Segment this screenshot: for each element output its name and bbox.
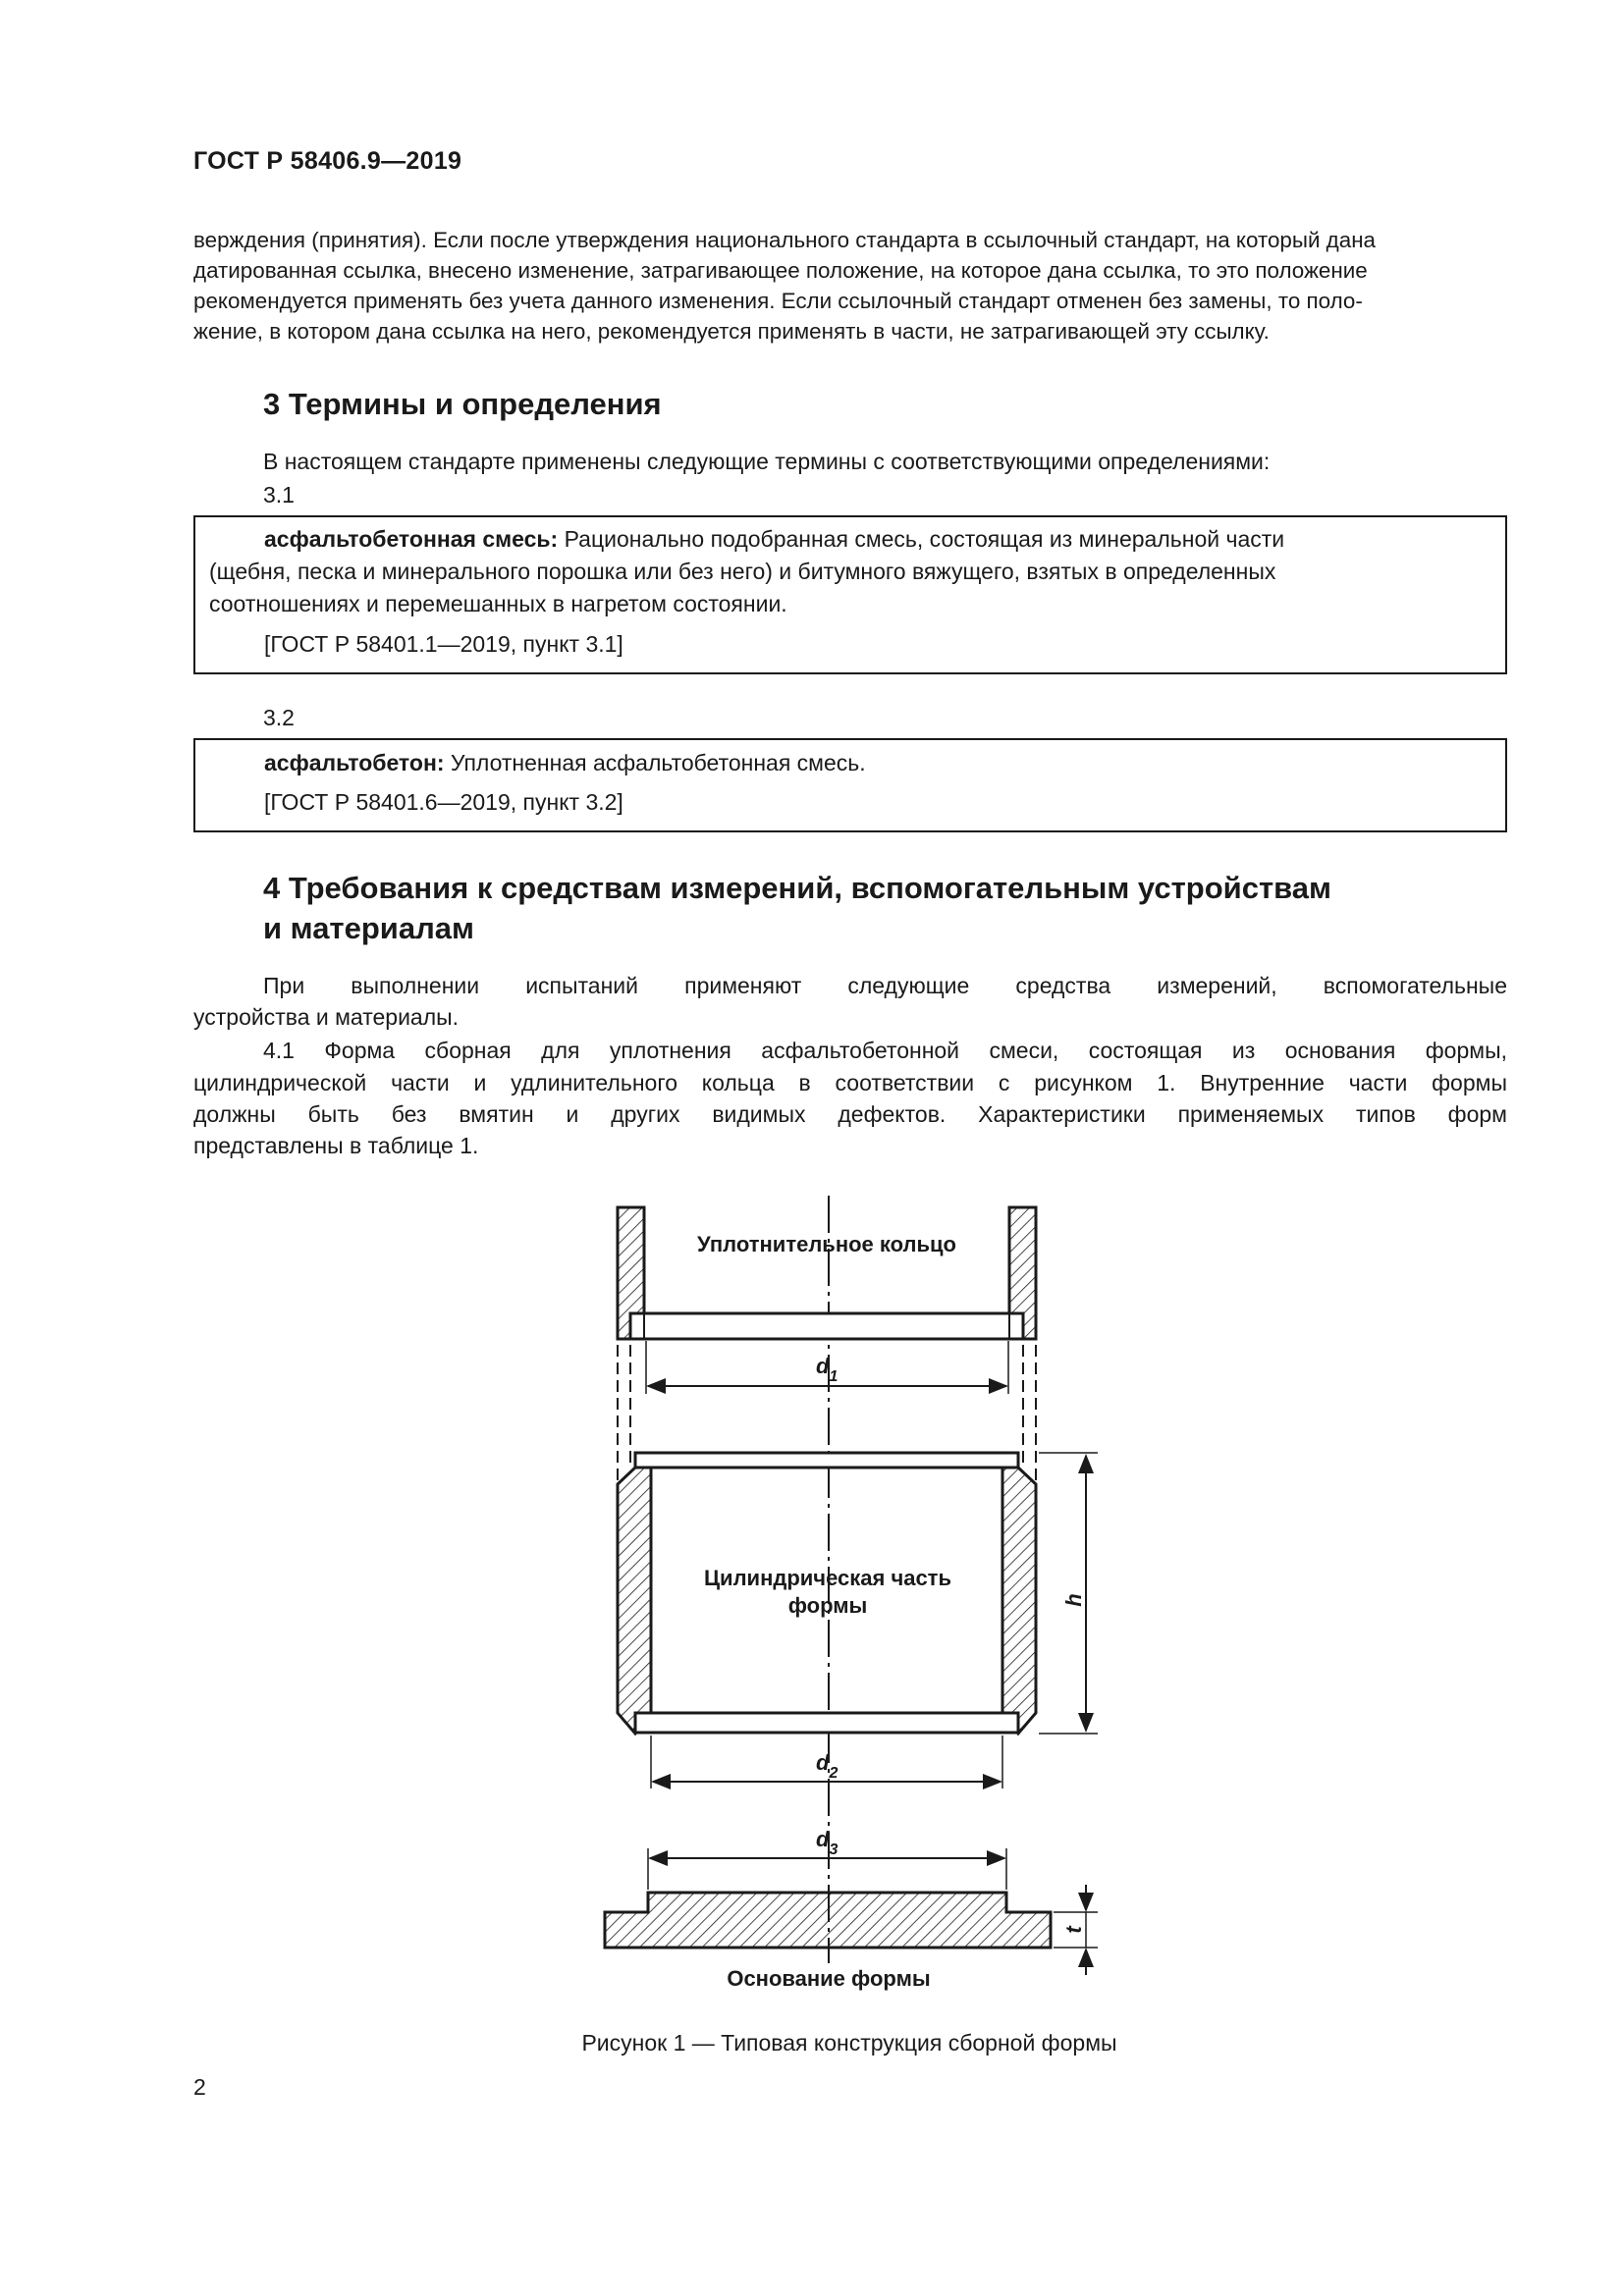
dimension-h	[1039, 1453, 1098, 1734]
intro-line: жение, в котором дана ссылка на него, рекомендуется применять в части, не затрагивающей эту ссылку.	[193, 319, 1270, 344]
compaction-ring	[618, 1207, 1036, 1339]
dim-label-t: t	[1061, 1926, 1086, 1934]
term-3-2-text: Уплотненная асфальтобетонная смесь.	[444, 750, 866, 775]
term-3-1-text: Рационально подобранная смесь, состоящая из минеральной части	[558, 526, 1285, 552]
term-3-2-term: асфальтобетон:	[264, 750, 445, 775]
dim-label-d3: $d_3$	[816, 1827, 839, 1858]
label-cylindrical-part-line-2: формы	[787, 1593, 868, 1618]
section-4-para-1-line-1: При выполнении испытаний применяют следующие средства измерений, вспомогательные	[263, 973, 1507, 998]
section-4-heading-line-1: 4 Требования к средствам измерений, вспомогательным устройствам	[263, 871, 1331, 905]
dim-label-d2: $d_2$	[816, 1750, 839, 1782]
term-3-2-number: 3.2	[263, 705, 295, 730]
label-base: Основание формы	[727, 1966, 931, 1991]
term-3-1-source: [ГОСТ Р 58401.1—2019, пункт 3.1]	[264, 631, 623, 657]
dim-label-d1: $d_1$	[816, 1354, 839, 1385]
section-4-para-1-line-2: устройства и материалы.	[193, 1004, 460, 1030]
dimension-d3	[648, 1848, 1006, 1890]
section-3-lead: В настоящем стандарте применены следующие термины с соответствующими определениями:	[263, 449, 1271, 474]
figure-1-caption: Рисунок 1 — Типовая конструкция сборной формы	[581, 2030, 1117, 2056]
term-3-1-line: соотношениях и перемешанных в нагретом состоянии.	[209, 591, 787, 616]
section-4-para-2-line: должны быть без вмятин и других видимых дефектов. Характеристики применяемых типов форм	[193, 1101, 1507, 1127]
intro-line: верждения (принятия). Если после утверждения национального стандарта в ссылочный стандарт, на который дана	[193, 228, 1377, 252]
term-3-1-line: (щебня, песка и минерального порошка или без него) и битумного вяжущего, взятых в определенных	[209, 559, 1276, 584]
page-number: 2	[193, 2074, 206, 2100]
intro-line: датированная ссылка, внесено изменение, затрагивающее положение, на которое дана ссылка, то это положение	[193, 258, 1368, 283]
document-header: ГОСТ Р 58406.9—2019	[193, 147, 462, 175]
section-3-heading: 3 Термины и определения	[263, 387, 662, 421]
term-3-1-term: асфальтобетонная смесь:	[264, 526, 559, 552]
section-4-para-2-line: цилиндрической части и удлинительного кольца в соответствии с рисунком 1. Внутренние части формы	[193, 1070, 1507, 1095]
section-4-para-2-line: представлены в таблице 1.	[193, 1133, 479, 1158]
intro-line: рекомендуется применять без учета данного изменения. Если ссылочный стандарт отменен без замены, то поло-	[193, 289, 1363, 313]
base-plate	[605, 1893, 1051, 1948]
label-cylindrical-part-line-1: Цилиндрическая часть	[703, 1566, 952, 1590]
section-4-para-2-line: 4.1 Форма сборная для уплотнения асфальтобетонной смеси, состоящая из основания формы,	[263, 1038, 1507, 1063]
label-compaction-ring: Уплотнительное кольцо	[697, 1232, 956, 1256]
dim-label-h: h	[1061, 1593, 1086, 1607]
section-4-heading-line-2: и материалам	[263, 911, 474, 945]
term-3-1-number: 3.1	[263, 482, 295, 507]
term-3-2-source: [ГОСТ Р 58401.6—2019, пункт 3.2]	[264, 789, 623, 815]
